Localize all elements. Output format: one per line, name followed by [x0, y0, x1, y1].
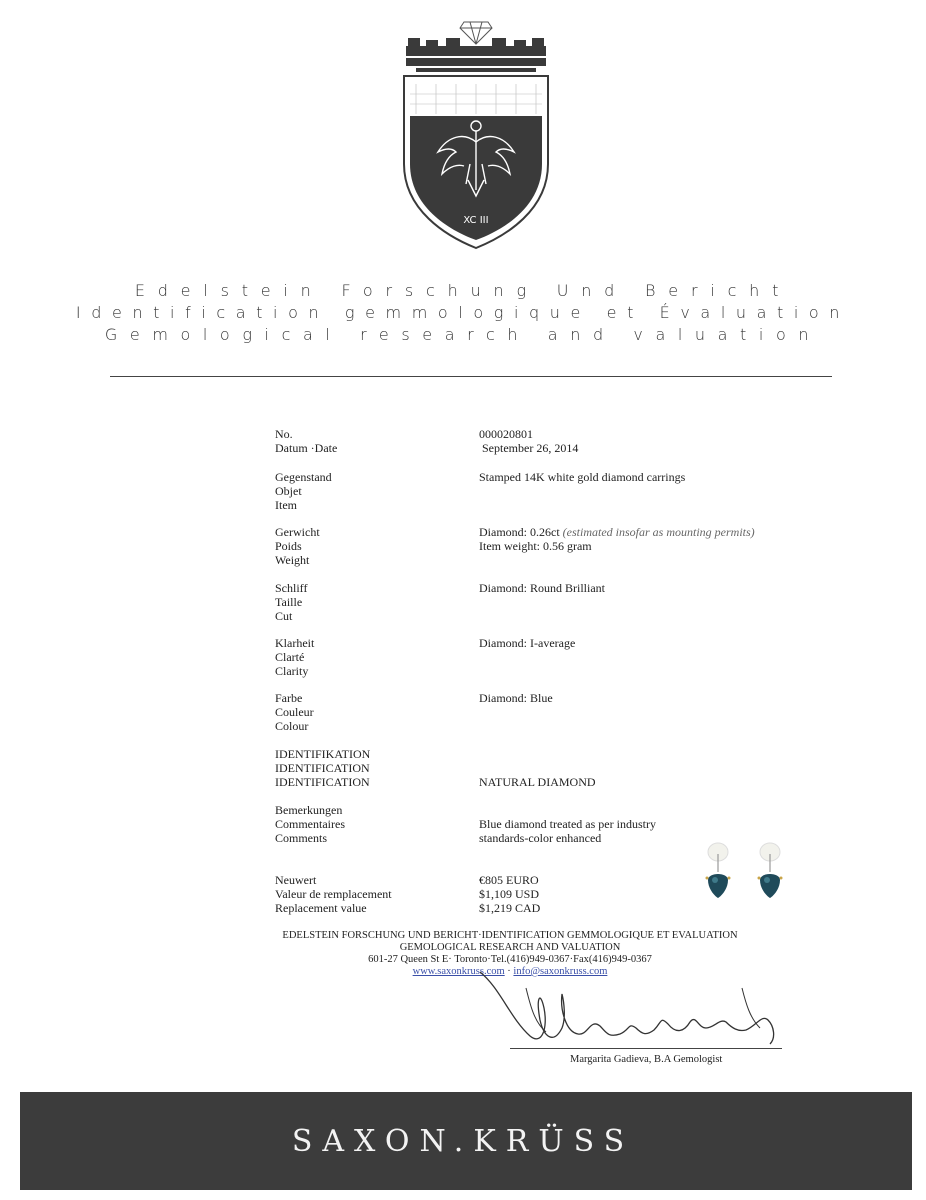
- item-value: Stamped 14K white gold diamond carrings: [479, 470, 686, 484]
- item-weight: Item weight: 0.56 gram: [479, 539, 592, 553]
- item-label-de: Gegenstand: [275, 470, 332, 484]
- weight-label-de: Gerwicht: [275, 525, 320, 539]
- earring-right: [758, 843, 783, 898]
- cut-value: Diamond: Round Brilliant: [479, 581, 605, 595]
- colour-value: Diamond: Blue: [479, 691, 553, 705]
- header-divider: [110, 376, 832, 377]
- eagle-shield-crest-icon: [396, 14, 556, 254]
- colour-labels: [275, 691, 314, 733]
- comments-values: [479, 817, 656, 845]
- weight-note: (estimated insofar as mounting permits): [562, 525, 755, 539]
- clarity-label-de: Klarheit: [275, 636, 315, 650]
- crest-numeral: XC III: [463, 215, 489, 226]
- report-number: 000020801: [479, 427, 533, 441]
- value-usd: $1,109 USD: [479, 887, 540, 901]
- weight-labels: [275, 525, 320, 567]
- item-label-fr: Objet: [275, 484, 302, 498]
- title-english: Gemological research and valuation: [104, 325, 822, 344]
- comments-label-fr: Commentaires: [275, 817, 345, 831]
- value-label-en: Replacement value: [275, 901, 367, 915]
- ident-label-de: IDENTIFIKATION: [275, 747, 371, 761]
- comments-line-1: Blue diamond treated as per industry: [479, 817, 656, 831]
- clarity-label-en: Clarity: [275, 664, 309, 678]
- comments-label-de: Bemerkungen: [275, 803, 343, 817]
- signature-scribble: [470, 958, 800, 1058]
- earring-left: [706, 843, 731, 898]
- earrings-photo: [690, 842, 800, 912]
- ident-label-fr: IDENTIFICATION: [275, 761, 370, 775]
- value-label-de: Neuwert: [275, 873, 317, 887]
- cut-label-en: Cut: [275, 609, 293, 623]
- identification-labels: [275, 747, 370, 789]
- colour-label-de: Farbe: [275, 691, 303, 705]
- title-german: Edelstein Forschung Und Bericht: [134, 281, 792, 300]
- cut-labels: [275, 581, 307, 623]
- identification-value: NATURAL DIAMOND: [479, 775, 596, 789]
- comments-label-en: Comments: [275, 831, 328, 845]
- weight-label-en: Weight: [275, 553, 310, 567]
- clarity-labels: [275, 636, 314, 678]
- value-labels: [275, 873, 392, 915]
- weight-values: [479, 525, 755, 553]
- comments-line-2: standards-color enhanced: [479, 831, 602, 845]
- header-titles: [0, 280, 926, 346]
- item-label-en: Item: [275, 498, 297, 512]
- title-french: Identification gemmologique et Évaluation: [75, 303, 851, 322]
- weight-label-fr: Poids: [275, 539, 302, 553]
- diamond-weight: Diamond: 0.26ct: [479, 525, 560, 539]
- clarity-value: Diamond: I-average: [479, 636, 576, 650]
- no-label: No.: [275, 427, 293, 441]
- cut-label-fr: Taille: [275, 595, 303, 609]
- comments-labels: [275, 803, 345, 845]
- footer-contact: EDELSTEIN FORSCHUNG UND BERICHT·IDENTIFICATION GEMMOLOGIQUE ET EVALUATION GEMOLOGICAL RESEARCH AND VALUATION 601-27 Queen St E· Toronto·Tel.(416)949-0367·Fax(416)949-0367 www.saxonkruss.com · info@saxonkruss.com: [270, 930, 750, 978]
- footer-line-3: 601-27 Queen St E· Toronto·Tel.(416)949-0367·Fax(416)949-0367: [368, 954, 652, 965]
- value-label-fr: Valeur de remplacement: [275, 887, 392, 901]
- colour-label-fr: Couleur: [275, 705, 314, 719]
- replacement-values: [479, 873, 540, 915]
- footer-line-1: EDELSTEIN FORSCHUNG UND BERICHT·IDENTIFICATION GEMMOLOGIQUE ET EVALUATION: [282, 930, 738, 941]
- value-cad: $1,219 CAD: [479, 901, 541, 915]
- website-link[interactable]: www.saxonkruss.com: [412, 966, 505, 977]
- clarity-label-fr: Clarté: [275, 650, 305, 664]
- value-euro: €805 EURO: [479, 873, 539, 887]
- report-number-values: [479, 427, 578, 455]
- colour-label-en: Colour: [275, 719, 309, 733]
- email-link[interactable]: info@saxonkruss.com: [513, 966, 608, 977]
- report-number-labels: [275, 427, 337, 455]
- brand-logo-text: SAXON.KRÜSS: [291, 1124, 635, 1159]
- signatory-name: Margarita Gadieva, B.A Gemologist: [570, 1054, 723, 1065]
- cut-label-de: Schliff: [275, 581, 308, 595]
- item-labels: [275, 470, 332, 512]
- diamond-icon: [460, 22, 492, 44]
- footer-line-2: GEMOLOGICAL RESEARCH AND VALUATION: [399, 942, 621, 953]
- signature-line: [510, 1048, 782, 1049]
- report-date: September 26, 2014: [482, 441, 579, 455]
- date-label: Datum ·Date: [275, 441, 338, 455]
- ident-label-en: IDENTIFICATION: [275, 775, 370, 789]
